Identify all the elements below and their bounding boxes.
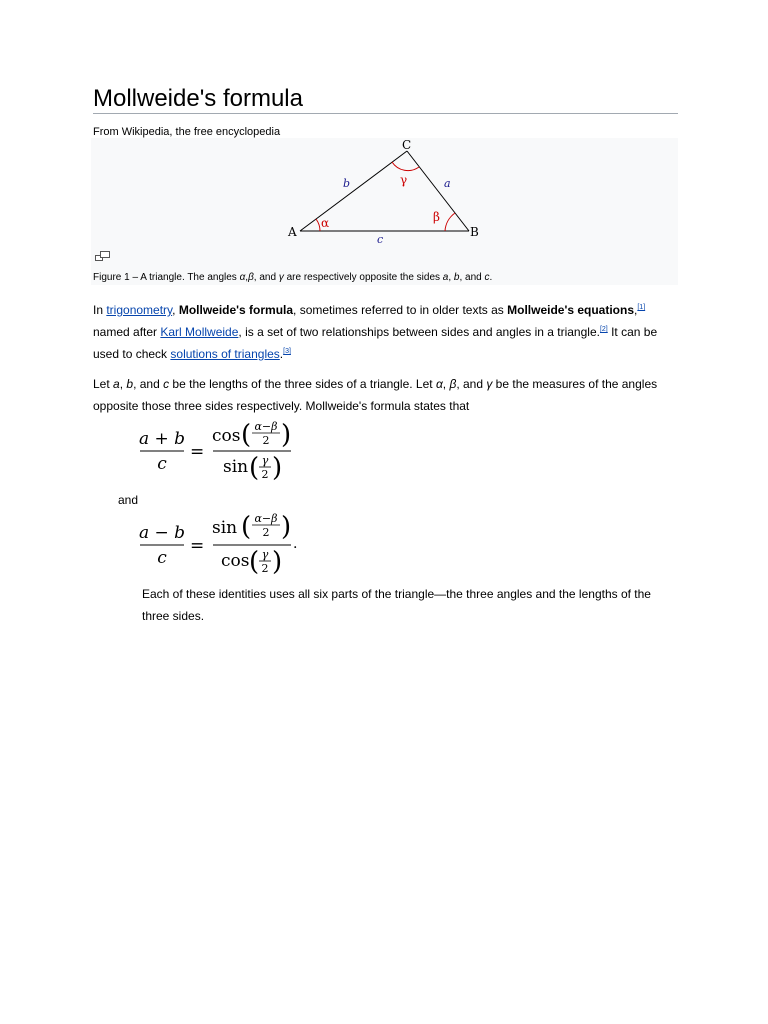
- definition-paragraph: Let a, b, and c be the lengths of the three sides of a triangle. Let α, β, and γ be the measures of the angles opposite those three sides respectively. Mollweide's formula states that: [93, 377, 658, 413]
- enlarge-icon[interactable]: [95, 251, 110, 262]
- svg-text:(: (: [249, 547, 260, 577]
- vertex-b-label: B: [470, 225, 479, 239]
- f2-den-arg: γ: [261, 548, 269, 561]
- f1-den-div: 2: [261, 468, 269, 481]
- f1-equals: =: [190, 442, 205, 462]
- svg-text:(: (: [241, 512, 252, 542]
- angle-beta-arc: [445, 213, 455, 231]
- side-b-label: b: [343, 177, 351, 190]
- side-c-label: c: [377, 233, 384, 246]
- svg-text:(: (: [249, 453, 260, 483]
- f2-num-arg: α−β: [254, 512, 278, 525]
- formula-1: [135, 416, 355, 486]
- f2-lhs-numerator: a − b: [138, 523, 186, 543]
- page-title: Mollweide's formula: [93, 85, 303, 112]
- figure-caption: Figure 1 – A triangle. The angles α,β, and γ are respectively opposite the sides a, b, and c.: [93, 272, 493, 283]
- f2-den-function: cos: [221, 551, 250, 571]
- identities-paragraph: Each of these identities uses all six parts of the triangle—the three angles and the lengths of the three sides.: [142, 587, 651, 623]
- solutions-of-triangles-link[interactable]: solutions of triangles: [170, 347, 280, 361]
- angle-alpha-label: α: [321, 216, 330, 230]
- vertex-a-label: A: [288, 225, 297, 239]
- and-connector: and: [118, 493, 139, 507]
- karl-mollweide-link[interactable]: Karl Mollweide: [160, 325, 239, 339]
- svg-text:): ): [272, 547, 283, 577]
- f2-num-function: sin: [212, 518, 238, 538]
- tagline: From Wikipedia, the free encyclopedia: [93, 126, 281, 138]
- ref-2-link[interactable]: [2]: [599, 326, 608, 333]
- svg-text:): ): [281, 512, 292, 542]
- svg-text:): ): [281, 420, 292, 450]
- f2-lhs-denominator: c: [157, 548, 167, 568]
- f2-period: .: [293, 536, 298, 552]
- f2-den-div: 2: [261, 562, 269, 575]
- angle-alpha-arc: [316, 219, 320, 231]
- svg-text:): ): [272, 453, 283, 483]
- ref-1-link[interactable]: [1]: [637, 304, 646, 311]
- title-divider: [93, 113, 678, 114]
- f1-den-function: sin: [223, 457, 249, 477]
- f1-num-function: cos: [212, 426, 241, 446]
- svg-text:(: (: [241, 420, 252, 450]
- trigonometry-link[interactable]: trigonometry: [106, 303, 173, 317]
- vertex-c-label: C: [402, 138, 412, 152]
- angle-beta-label: β: [433, 210, 440, 224]
- f1-den-arg: γ: [261, 454, 269, 467]
- triangle-diagram[interactable]: [91, 138, 678, 285]
- formula-2: [135, 510, 355, 580]
- intro-paragraph: In trigonometry, Mollweide's formula, sometimes referred to in older texts as Mollweide's equations,[1] named after Karl Mollweide, is a set of two relationships between sides and angles in a triangle.[2] It can be used to check solutions of triangles.[3]: [93, 303, 658, 361]
- f2-equals: =: [190, 536, 205, 556]
- f1-lhs-numerator: a + b: [138, 429, 186, 449]
- f1-num-div: 2: [262, 434, 270, 447]
- angle-gamma-label: γ: [400, 173, 408, 187]
- f2-num-div: 2: [262, 526, 270, 539]
- ref-3-link[interactable]: [3]: [283, 348, 291, 355]
- triangle-figure: [91, 138, 678, 285]
- angle-gamma-arc: [392, 162, 419, 171]
- f1-lhs-denominator: c: [157, 454, 167, 474]
- f1-num-arg: α−β: [254, 420, 278, 433]
- side-a-label: a: [444, 177, 451, 190]
